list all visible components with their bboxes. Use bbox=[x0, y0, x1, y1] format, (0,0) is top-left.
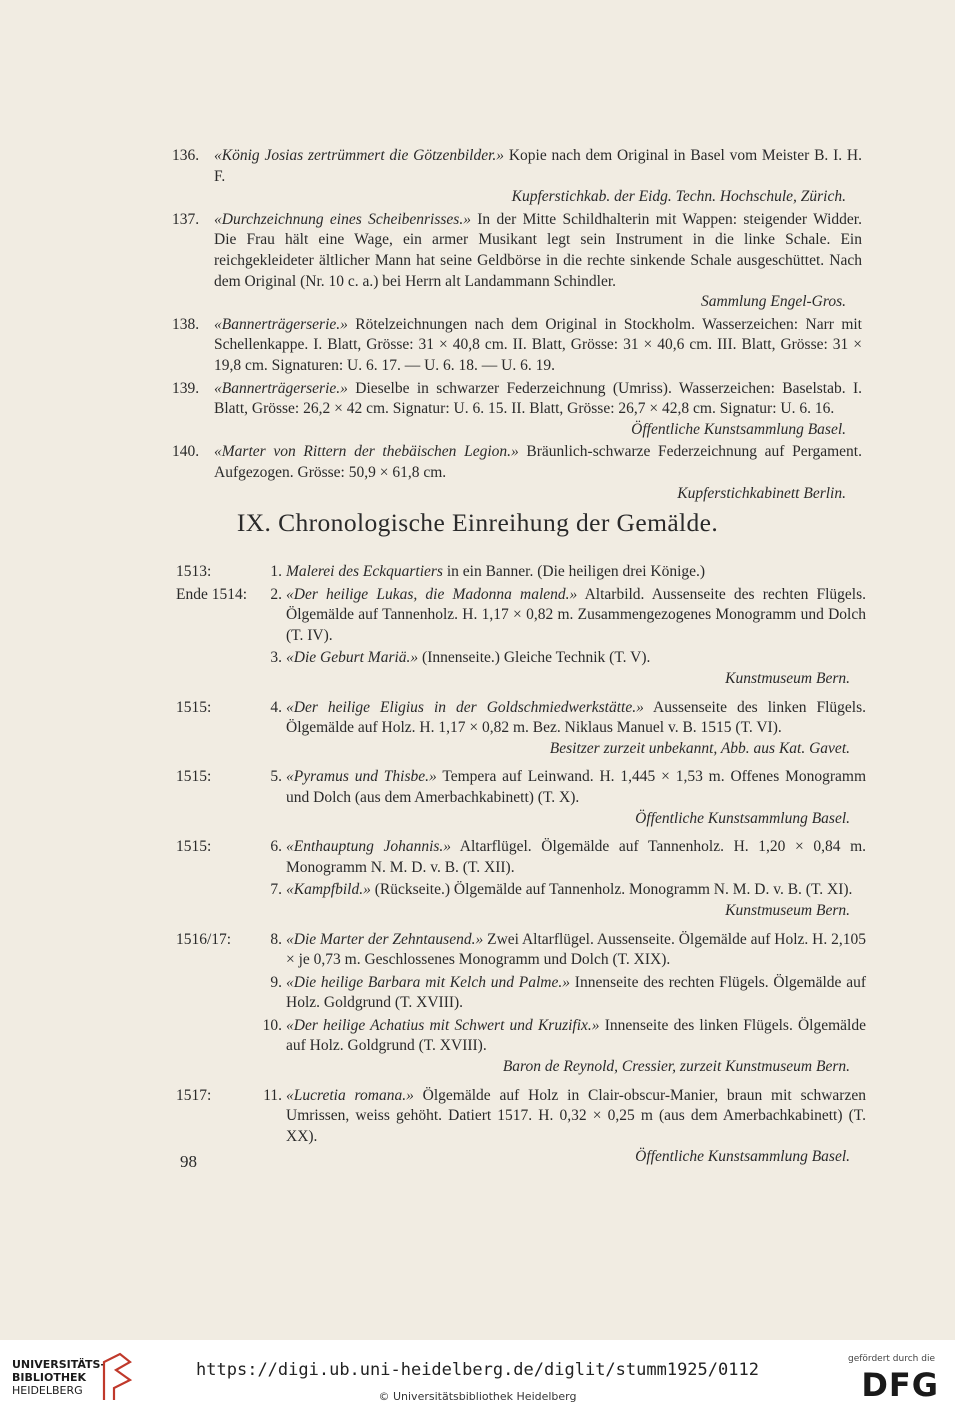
row-number: 4. bbox=[270, 698, 282, 716]
row-location: Baron de Reynold, Cressier, zurzeit Kunstmuseum Bern. bbox=[502, 1058, 850, 1076]
chapter-title: IX. Chronologische Einreihung der Gemälde. bbox=[236, 508, 719, 537]
row-location: Kunstmuseum Bern. bbox=[725, 901, 850, 919]
catalog-entry bbox=[172, 379, 862, 441]
row-location: Kunstmuseum Bern. bbox=[725, 669, 850, 687]
row-location: Öffentliche Kunstsammlung Basel. bbox=[635, 809, 850, 827]
chronology-row bbox=[176, 837, 866, 878]
entry-location: Kupferstichkabinett Berlin. bbox=[677, 484, 846, 502]
row-number: 9. bbox=[270, 973, 282, 991]
row-number: 6. bbox=[270, 838, 282, 856]
row-number: 3. bbox=[270, 649, 282, 667]
entry-title: «Marter von Rittern der thebäischen Legion.» bbox=[214, 443, 519, 461]
row-text: (Innenseite.) Gleiche Technik (T. V). bbox=[418, 649, 651, 667]
entry-number: 140. bbox=[172, 443, 200, 461]
row-location: Öffentliche Kunstsammlung Basel. bbox=[635, 1148, 850, 1166]
row-number: 11. bbox=[263, 1086, 282, 1104]
row-text: Aussenseite des linken Flügels. Ölgemälde auf Holz. H. 1,17 × 0,82 m. Bez. Niklaus Manuel v. B. 1515 (T. VI). bbox=[286, 698, 866, 737]
catalog-list bbox=[172, 146, 862, 506]
chronology-row bbox=[176, 562, 866, 583]
chronology-row bbox=[176, 880, 866, 921]
row-number: 1. bbox=[270, 563, 282, 580]
row-title: «Kampfbild.» bbox=[286, 881, 371, 899]
row-title: «Pyramus und Thisbe.» bbox=[286, 768, 437, 786]
catalog-entry bbox=[172, 146, 862, 208]
row-title: «Der heilige Lukas, die Madonna malend.» bbox=[286, 585, 578, 603]
row-text: Zwei Altarflügel. Aussenseite. Ölgemälde auf Holz. H. 2,105 × je 0,73 m. Geschlossenes Monogramm und Dolch (T. XIX). bbox=[286, 930, 867, 969]
row-date: Ende 1514: bbox=[176, 585, 248, 603]
page-number: 98 bbox=[180, 1152, 197, 1171]
row-date: 1516/17: bbox=[176, 930, 232, 948]
permalink-url[interactable]: https://digi.ub.uni-heidelberg.de/diglit/stumm1925/0112 bbox=[196, 1360, 759, 1380]
logo-line: BIBLIOTHEK bbox=[12, 1371, 87, 1384]
row-number: 10. bbox=[262, 1016, 282, 1034]
chronology-row bbox=[176, 767, 866, 829]
catalog-entry bbox=[172, 442, 862, 504]
chronology-row bbox=[176, 1086, 866, 1168]
dfg-logo[interactable]: DFG bbox=[861, 1366, 939, 1404]
row-title: «Der heilige Eligius in der Goldschmiedwerkstätte.» bbox=[286, 698, 644, 716]
chronology-row bbox=[176, 930, 866, 971]
chronology-row bbox=[176, 973, 866, 1014]
row-title: «Enthauptung Johannis.» bbox=[286, 838, 452, 856]
row-text: Altarflügel. Ölgemälde auf Tannenholz. H. 1,20 × 0,84 m. Monogramm N. M. D. v. B. (T. XII). bbox=[286, 838, 866, 876]
sponsor-caption: gefördert durch die bbox=[848, 1354, 935, 1364]
row-text: in ein Banner. (Die heiligen drei Könige.) bbox=[442, 563, 706, 580]
chronology-row bbox=[176, 648, 866, 689]
row-date: 1513: bbox=[176, 563, 212, 580]
entry-number: 136. bbox=[172, 147, 200, 164]
row-title: «Die Marter der Zehntausend.» bbox=[286, 930, 484, 948]
row-number: 2. bbox=[270, 585, 282, 603]
entry-text: Rötelzeichnungen nach dem Original in Stockholm. Wasserzeichen: Narr mit Schellenkappe. I. Blatt, Grösse: 31 × 40,8 cm. II. Blatt, Grösse: 31 × 40,6 cm. III. Blatt, Grösse: 31 × 19,8 cm. Signaturen: U. 6. 17. — U. 6. 18. — U. 6. 19. bbox=[214, 315, 862, 374]
entry-text: Dieselbe in schwarzer Federzeichnung (Umriss). Wasserzeichen: Baselstab. I. Blatt, Grösse: 26,2 × 42 cm. Signatur: U. 6. 15. II. Blatt, Grösse: 26,7 × 42,8 cm. Signatur: U. 6. 16. bbox=[214, 379, 862, 418]
row-text: Innenseite des linken Flügels. Ölgemälde auf Holz. Goldgrund (T. XVIII). bbox=[286, 1016, 866, 1055]
chronology-row bbox=[176, 585, 866, 647]
entry-location: Sammlung Engel-Gros. bbox=[701, 293, 846, 311]
row-date: 1517: bbox=[176, 1086, 212, 1104]
chronology-list bbox=[176, 562, 866, 1176]
row-text: (Rückseite.) Ölgemälde auf Tannenholz. Monogramm N. M. D. v. B. (T. XI). bbox=[370, 881, 853, 899]
entry-title: «Bannerträgerserie.» bbox=[214, 379, 348, 397]
entry-text: Bräunlich-schwarze Federzeichnung auf Pergament. Aufgezogen. Grösse: 50,9 × 61,8 cm. bbox=[214, 443, 862, 481]
logo-line: HEIDELBERG bbox=[12, 1384, 83, 1397]
row-title: Malerei des Eckquartiers bbox=[286, 563, 443, 580]
row-title: «Lucretia romana.» bbox=[286, 1086, 414, 1104]
logo-line: UNIVERSITÄTS- bbox=[12, 1358, 106, 1371]
row-text: Altarbild. Aussenseite des rechten Flügels. Ölgemälde auf Tannenholz. H. 1,17 × 0,82 m. Zusammengezogenes Monogramm und Dolch (T. IV). bbox=[286, 585, 866, 644]
entry-number: 139. bbox=[172, 379, 200, 397]
row-text: Innenseite des rechten Flügels. Ölgemälde auf Holz. Goldgrund (T. XVIII). bbox=[286, 973, 866, 1012]
chronology-row bbox=[176, 698, 866, 760]
row-title: «Der heilige Achatius mit Schwert und Kruzifix.» bbox=[286, 1016, 600, 1034]
entry-title: «Bannerträgerserie.» bbox=[214, 315, 348, 333]
entry-number: 138. bbox=[172, 315, 200, 333]
row-number: 5. bbox=[270, 768, 282, 786]
entry-title: «König Josias zertrümmert die Götzenbilder.» bbox=[214, 147, 505, 164]
row-location: Besitzer zurzeit unbekannt, Abb. aus Kat. Gavet. bbox=[549, 739, 850, 757]
entry-title: «Durchzeichnung eines Scheibenrisses.» bbox=[214, 210, 471, 228]
entry-number: 137. bbox=[172, 210, 200, 228]
row-title: «Die Geburt Mariä.» bbox=[286, 649, 419, 667]
viewer-footer bbox=[0, 1340, 955, 1415]
row-text: Tempera auf Leinwand. H. 1,445 × 1,53 m. Offenes Monogramm und Dolch (aus dem Amerbachkabinett) (T. X). bbox=[286, 768, 867, 806]
catalog-entry bbox=[172, 315, 862, 377]
copyright-text: © Universitätsbibliothek Heidelberg bbox=[378, 1390, 577, 1403]
row-date: 1515: bbox=[176, 698, 212, 716]
entry-text: In der Mitte Schildhalterin mit Wappen: steigender Widder. Die Frau hält eine Wage, ein armer Musikant legt sein Instrument in die linke Schale. Ein reichgekleideter ältlicher Mann hat seine Geldbörse in die rechte sinkende Schale ausgeschüttet. Nach dem Original (Nr. 10 c. a.) bei Herrn alt Landammann Schindler. bbox=[214, 210, 862, 290]
row-date: 1515: bbox=[176, 838, 212, 856]
entry-text: Kopie nach dem Original in Basel vom Meister B. I. H. F. bbox=[214, 147, 862, 185]
row-text: Ölgemälde auf Holz in Clair-obscur-Manier, braun mit schwarzen Umrissen, weiss gehöht. Datiert 1517. H. 0,32 × 0,25 m (aus dem Amerbachkabinett) (T. XX). bbox=[286, 1086, 866, 1145]
catalog-entry bbox=[172, 210, 862, 313]
row-number: 8. bbox=[270, 930, 282, 948]
entry-location: Kupferstichkab. der Eidg. Techn. Hochschule, Zürich. bbox=[511, 188, 846, 206]
chronology-row bbox=[176, 1016, 866, 1078]
row-title: «Die heilige Barbara mit Kelch und Palme.» bbox=[286, 973, 570, 991]
entry-location: Öffentliche Kunstsammlung Basel. bbox=[631, 420, 846, 438]
row-number: 7. bbox=[270, 881, 282, 899]
row-date: 1515: bbox=[176, 768, 212, 786]
